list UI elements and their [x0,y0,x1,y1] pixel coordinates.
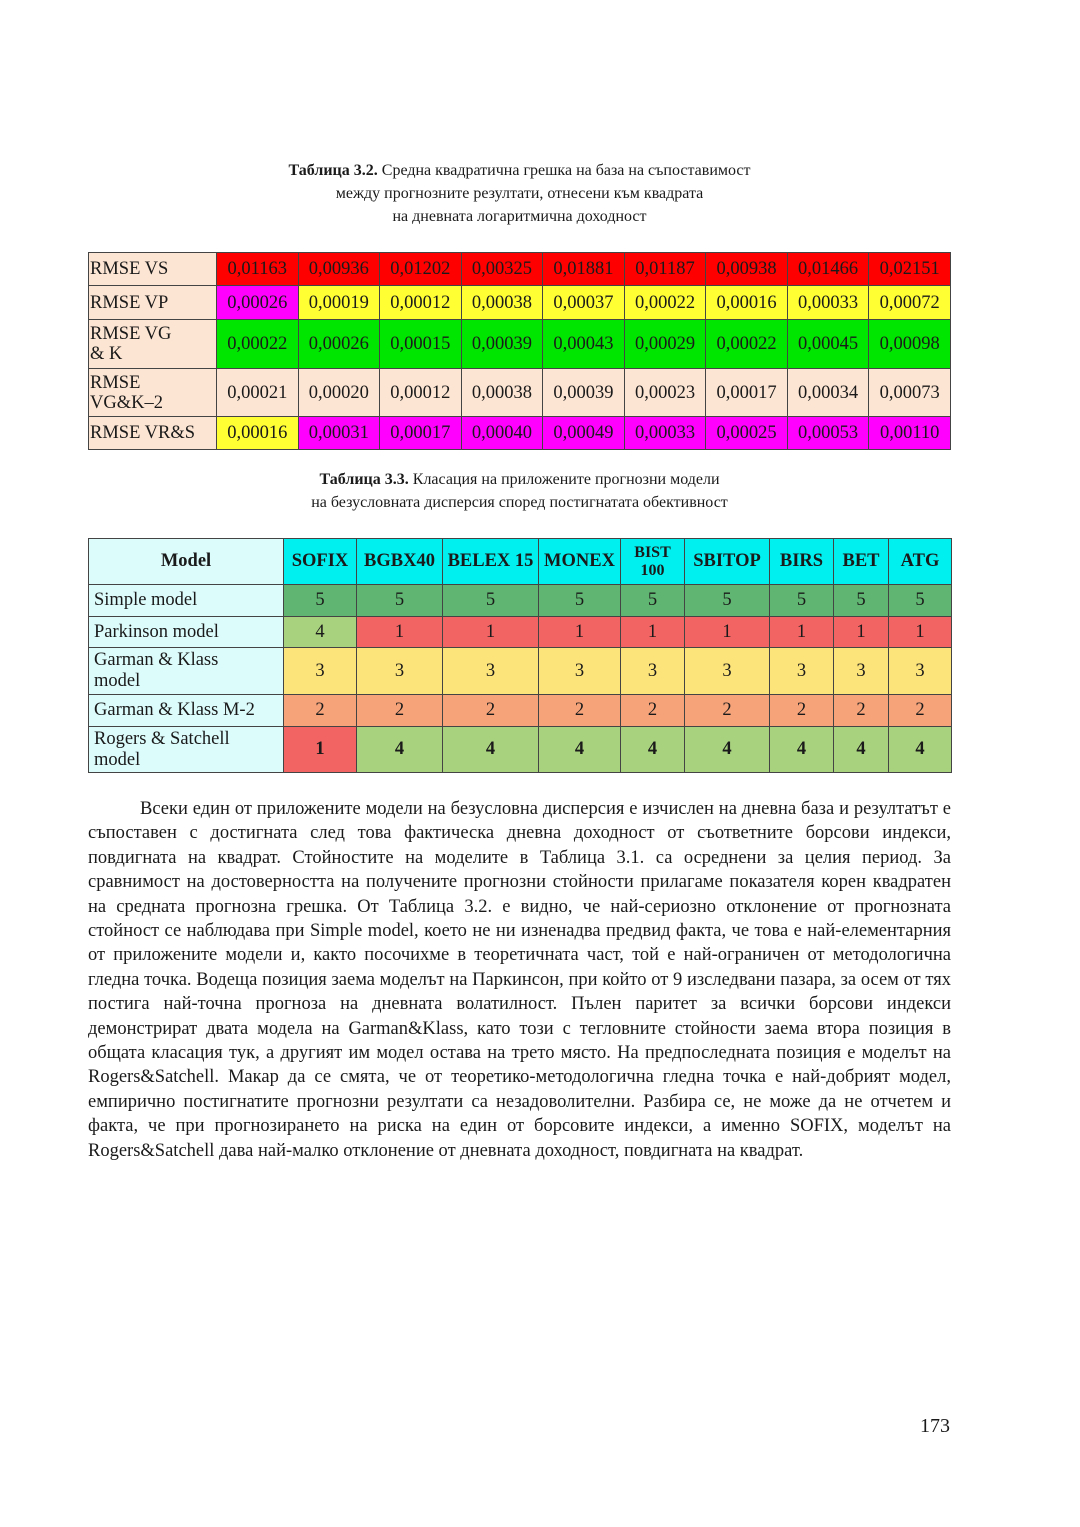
cell: 2 [284,695,357,727]
cell: 0,00073 [869,369,951,417]
cell: 0,00040 [461,417,543,450]
cell: 5 [621,585,685,617]
cell: 2 [357,695,443,727]
row-label: RMSE VG & K [89,320,217,369]
cell: 0,00026 [298,320,380,369]
rmse-table [88,252,951,450]
row-label: RMSE VR&S [89,417,217,450]
cell: 0,00037 [543,286,625,320]
body-paragraph: Всеки един от приложените модели на безусловна дисперсия е изчислен на дневна база и резултатът е съпоставен с достигната след това фактическа дневна доходност от съответните борсови индекси, повдигната на квадрат. Стойностите на моделите в Таблица 3.1. са осреднени за целия период. За сравнимост на достоверността на получените прогнозни стойности прилагаме показателя корен квадратен на средната прогнозна грешка. От Таблица 3.2. е видно, че най-сериозно отклонение от прогнозната стойност се наблюдава при Simple model, което не ни изненадва предвид факта, че това е най-елементарния от приложените модели и, както посочихме в теоретичната част, той е най-ограничен от методологична гледна точка. Водеща позиция заема моделът на Паркинсон, при който от 9 изследвани пазара, за осем от тях постига най-точна прогноза на дневната волатилност. Пълен паритет за всички борсови индекси демонстрират двата модела на Garman&Klass, като този с тегловните стойности заема втора позиция в общата класация тук, а другият им модел остава на трето място. На предпоследната позиция е моделът на Rogers&Satchell. Макар да се смята, че от теоретико-методологична гледна точка е най-добрият модел, емпирично постигнатите прогнозни резултати са незадоволителни. Разбира се, не може да не отчетем и факта, че при прогнозирането на риска на един от борсовите индекси, а именно SOFIX, моделът на Rogers&Satchell дава най-малко отклонение от дневната доходност, повдигната на квадрат. [88,799,951,1161]
cell: 0,00034 [787,369,869,417]
cell: 2 [834,695,889,727]
cell: 4 [889,727,952,773]
page-number: 173 [920,1415,950,1437]
cell: 0,01163 [217,253,299,286]
cell: 4 [357,727,443,773]
cell: 0,00039 [543,369,625,417]
cell: 0,00325 [461,253,543,286]
cell: 0,00033 [787,286,869,320]
cell: 1 [770,617,834,648]
column-header: SOFIX [284,539,357,585]
cell: 0,00110 [869,417,951,450]
column-header: SBITOP [685,539,770,585]
cell: 0,00049 [543,417,625,450]
table-3-2-caption: Таблица 3.2. Средна квадратична грешка на база на съпоставимост между прогнозните резултати, отнесени към квадрата на дневната логаритмична доходност [288,162,751,225]
cell: 4 [685,727,770,773]
cell: 0,01202 [380,253,462,286]
cell: 0,00033 [624,417,706,450]
cell: 0,00072 [869,286,951,320]
table-row [89,320,951,369]
cell: 0,00021 [217,369,299,417]
cell: 2 [770,695,834,727]
table-row [89,369,951,417]
table-row [89,585,952,617]
cell: 0,00038 [461,286,543,320]
cell: 4 [621,727,685,773]
cell: 0,00019 [298,286,380,320]
cell: 5 [539,585,621,617]
cell: 2 [443,695,539,727]
cell: 4 [834,727,889,773]
cell: 0,00043 [543,320,625,369]
cell: 2 [621,695,685,727]
cell: 0,00022 [624,286,706,320]
cell: 2 [889,695,952,727]
cell: 2 [539,695,621,727]
cell: 1 [621,617,685,648]
column-header: BELEX 15 [443,539,539,585]
row-label: Parkinson model [89,617,284,648]
row-label: Garman & Klass model [89,648,284,695]
row-label: Simple model [89,585,284,617]
cell: 5 [770,585,834,617]
row-label: RMSE VP [89,286,217,320]
table-row [89,695,952,727]
cell: 3 [284,648,357,695]
table-row [89,727,952,773]
column-header: BIST 100 [621,539,685,585]
cell: 0,00025 [706,417,788,450]
cell: 5 [357,585,443,617]
cell: 0,00022 [217,320,299,369]
column-header: MONEX [539,539,621,585]
row-label: Rogers & Satchell model [89,727,284,773]
cell: 2 [685,695,770,727]
cell: 3 [443,648,539,695]
cell: 1 [357,617,443,648]
ranking-table [88,538,952,773]
row-label: RMSE VS [89,253,217,286]
cell: 0,00053 [787,417,869,450]
cell: 5 [284,585,357,617]
cell: 0,00936 [298,253,380,286]
cell: 0,00017 [380,417,462,450]
cell: 0,00938 [706,253,788,286]
cell: 0,00016 [706,286,788,320]
cell: 0,01466 [787,253,869,286]
table-3-3-caption: Таблица 3.3. Класация на приложените прогнозни модели на безусловната дисперсия според постигнатата обективност [311,471,728,511]
cell: 4 [284,617,357,648]
cell: 0,00031 [298,417,380,450]
cell: 3 [621,648,685,695]
cell: 0,00038 [461,369,543,417]
cell: 0,00022 [706,320,788,369]
table-row [89,648,952,695]
cell: 5 [834,585,889,617]
cell: 0,00020 [298,369,380,417]
column-header: BIRS [770,539,834,585]
cell: 0,00098 [869,320,951,369]
table-header-row [89,539,952,585]
cell: 1 [539,617,621,648]
column-header: BGBX40 [357,539,443,585]
column-header: Model [89,539,284,585]
table-row [89,617,952,648]
cell: 0,00026 [217,286,299,320]
column-header: ATG [889,539,952,585]
table-row [89,417,951,450]
cell: 5 [889,585,952,617]
cell: 3 [539,648,621,695]
cell: 1 [284,727,357,773]
cell: 1 [889,617,952,648]
cell: 4 [770,727,834,773]
table-row [89,286,951,320]
cell: 0,00012 [380,286,462,320]
row-label: RMSE VG&K–2 [89,369,217,417]
cell: 0,00016 [217,417,299,450]
cell: 0,00017 [706,369,788,417]
cell: 0,00015 [380,320,462,369]
cell: 0,02151 [869,253,951,286]
cell: 3 [889,648,952,695]
cell: 0,01187 [624,253,706,286]
cell: 1 [834,617,889,648]
cell: 5 [685,585,770,617]
cell: 3 [685,648,770,695]
table-row [89,253,951,286]
cell: 5 [443,585,539,617]
cell: 0,00045 [787,320,869,369]
cell: 4 [539,727,621,773]
cell: 1 [685,617,770,648]
cell: 0,00039 [461,320,543,369]
cell: 0,00012 [380,369,462,417]
cell: 4 [443,727,539,773]
row-label: Garman & Klass M-2 [89,695,284,727]
cell: 3 [357,648,443,695]
cell: 0,00023 [624,369,706,417]
column-header: BET [834,539,889,585]
cell: 1 [443,617,539,648]
cell: 0,01881 [543,253,625,286]
cell: 3 [834,648,889,695]
cell: 0,00029 [624,320,706,369]
cell: 3 [770,648,834,695]
